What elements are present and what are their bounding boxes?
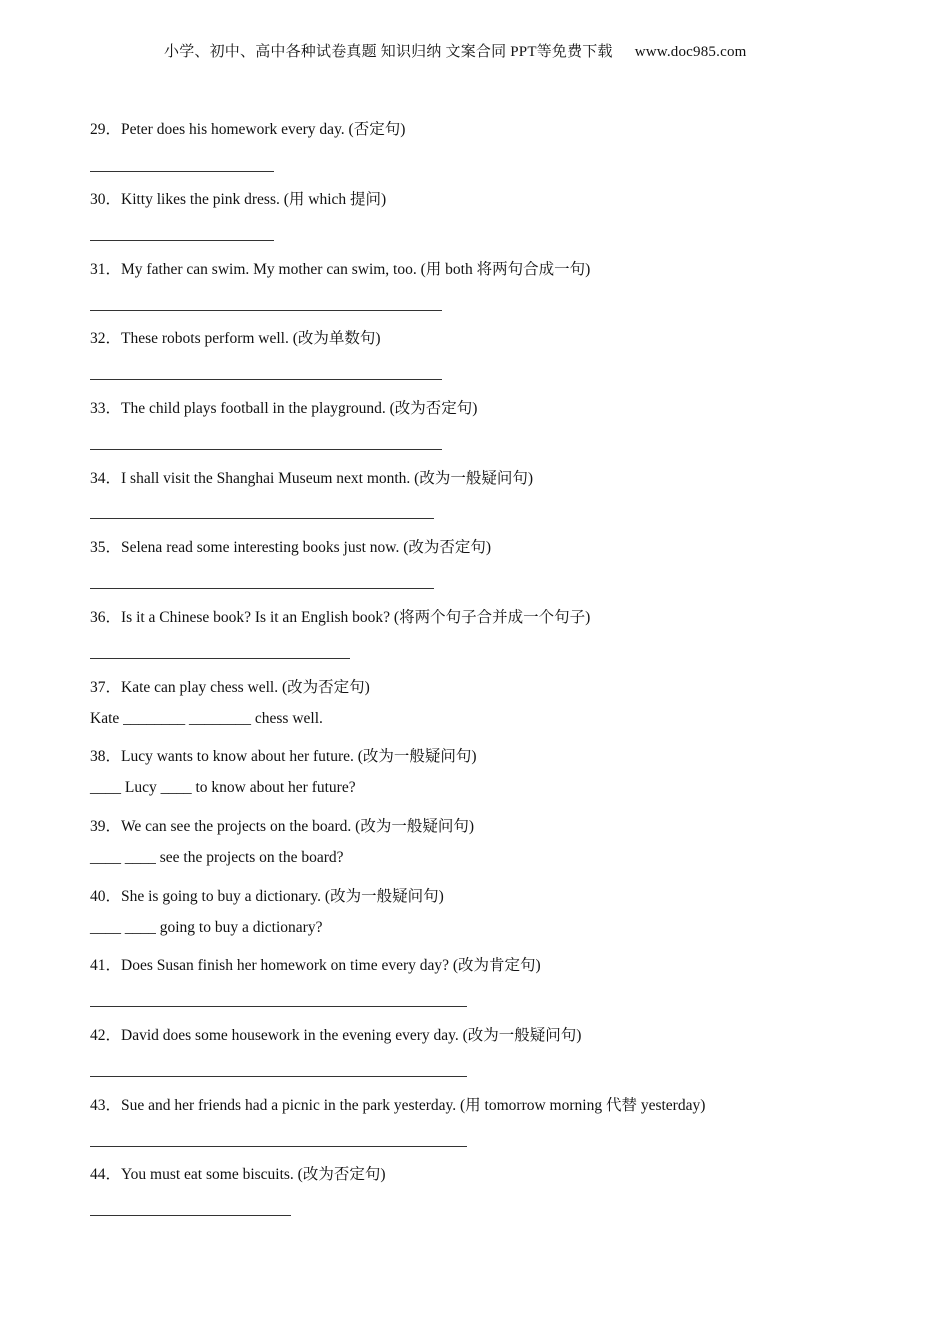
question-34: 34．I shall visit the Shanghai Museum next month. (改为一般疑问句)	[90, 470, 534, 487]
question-42: 42．David does some housework in the evening every day. (改为一般疑问句)	[90, 1027, 582, 1044]
question-29: 29．Peter does his homework every day. (否定句)	[90, 121, 406, 138]
answer-line-31[interactable]	[90, 310, 442, 311]
answer-line-34[interactable]	[90, 518, 434, 519]
question-31: 31．My father can swim. My mother can swim, too. (用 both 将两句合成一句)	[90, 261, 591, 278]
answer-line-35[interactable]	[90, 588, 434, 589]
question-37: 37．Kate can play chess well. (改为否定句)	[90, 679, 370, 696]
answer-line-30[interactable]	[90, 240, 274, 241]
question-44: 44．You must eat some biscuits. (改为否定句)	[90, 1166, 386, 1183]
question-35: 35．Selena read some interesting books just now. (改为否定句)	[90, 539, 492, 556]
question-43: 43．Sue and her friends had a picnic in the park yesterday. (用 tomorrow morning 代替 yesterday)	[90, 1097, 706, 1114]
answer-line-36[interactable]	[90, 658, 350, 659]
question-38: 38．Lucy wants to know about her future. (改为一般疑问句)	[90, 748, 477, 765]
answer-line-32[interactable]	[90, 379, 442, 380]
answer-line-43[interactable]	[90, 1146, 467, 1147]
answer-line-29[interactable]	[90, 171, 274, 172]
fill-blank-38[interactable]: ____ Lucy ____ to know about her future?	[90, 779, 356, 796]
header-title: 小学、初中、高中各种试卷真题 知识归纳 文案合同 PPT等免费下载	[164, 44, 613, 60]
question-32: 32．These robots perform well. (改为单数句)	[90, 330, 381, 347]
question-40: 40．She is going to buy a dictionary. (改为一般疑问句)	[90, 888, 444, 905]
answer-line-44[interactable]	[90, 1215, 291, 1216]
header-site: www.doc985.com	[634, 44, 747, 60]
fill-blank-40[interactable]: ____ ____ going to buy a dictionary?	[90, 919, 323, 936]
fill-blank-37[interactable]: Kate ________ ________ chess well.	[90, 710, 323, 727]
question-39: 39．We can see the projects on the board. (改为一般疑问句)	[90, 818, 474, 835]
answer-line-41[interactable]	[90, 1006, 467, 1007]
fill-blank-39[interactable]: ____ ____ see the projects on the board?	[90, 849, 344, 866]
question-36: 36．Is it a Chinese book? Is it an English book? (将两个句子合并成一个句子)	[90, 609, 591, 626]
answer-line-33[interactable]	[90, 449, 442, 450]
question-30: 30．Kitty likes the pink dress. (用 which 提问)	[90, 191, 387, 208]
question-41: 41．Does Susan finish her homework on time every day? (改为肯定句)	[90, 957, 541, 974]
question-33: 33．The child plays football in the playground. (改为否定句)	[90, 400, 478, 417]
answer-line-42[interactable]	[90, 1076, 467, 1077]
